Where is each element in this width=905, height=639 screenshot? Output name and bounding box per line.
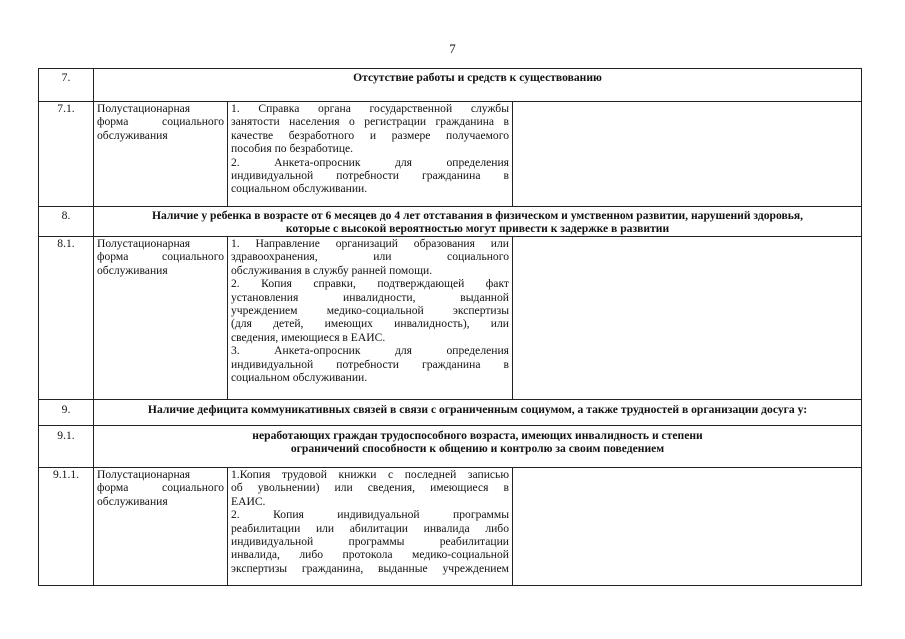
doc-line: здравоохранения, или социального: [231, 250, 509, 264]
row-number: 8.1.: [39, 237, 94, 400]
section-title-line: Отсутствие работы и средств к существованию: [353, 71, 602, 84]
doc-line: индивидуальной потребности гражданина в: [231, 357, 509, 371]
doc-line: индивидуальной потребности гражданина в: [231, 169, 509, 183]
section-row: [39, 400, 862, 426]
documents-cell: [228, 468, 513, 586]
form-line: Полустационарная: [97, 237, 191, 250]
section-row: [39, 426, 862, 468]
table-row: [39, 237, 862, 400]
doc-line: 2. Копия индивидуальной программы: [231, 508, 509, 522]
section-title-line: ограничений способности к общению и контролю за своим поведением: [290, 442, 665, 456]
section-title-line: Наличие у ребенка в возрасте от 6 месяцев до 4 лет отставания в физическом и умственном развитии, нарушений здоровья,: [151, 209, 804, 222]
row-number: 9.1.: [39, 426, 94, 468]
documents-cell: [228, 237, 513, 400]
section-title-line: неработающих граждан трудоспособного возраста, имеющих инвалидность и степени: [252, 429, 703, 442]
empty-cell: [513, 468, 862, 586]
doc-line: 1. Направление организаций образования или: [231, 237, 509, 250]
doc-line: обслуживания в службу ранней помощи.: [231, 263, 433, 277]
doc-line: (для детей, имеющих инвалидность), или: [231, 317, 509, 331]
service-form-cell: [94, 468, 228, 586]
row-number: 8.: [39, 207, 94, 237]
section-title: [94, 400, 862, 426]
form-line: форма социального: [97, 250, 224, 264]
doc-line: учреждением медико-социальной экспертизы: [231, 304, 509, 318]
doc-line: 1.Копия трудовой книжки с последней записью: [231, 468, 509, 481]
section-title: [94, 207, 862, 237]
section-title: [94, 69, 862, 102]
doc-line: социальном обслуживании.: [231, 371, 368, 385]
section-title-line: которые с высокой вероятностью могут привести к задержке в развитии: [285, 222, 670, 236]
doc-line: установления инвалидности, выданной: [231, 290, 509, 304]
form-line: обслуживания: [97, 494, 168, 508]
empty-cell: [513, 102, 862, 207]
row-number: 9.1.1.: [39, 468, 94, 586]
doc-line: качестве безработного и размере получаемого: [231, 128, 509, 142]
doc-line: индивидуальной программы реабилитации: [231, 535, 509, 549]
empty-cell: [513, 237, 862, 400]
form-line: обслуживания: [97, 128, 168, 142]
page-number: 7: [449, 41, 456, 56]
table-row: [39, 468, 862, 586]
doc-line: об увольнении) или сведения, имеющиеся в: [231, 481, 509, 495]
form-line: форма социального: [97, 115, 224, 129]
section-row: [39, 69, 862, 102]
section-title-line: Наличие дефицита коммуникативных связей в связи с ограниченным социумом, а также трудностей в организации досуга у:: [147, 403, 808, 416]
section-row: [39, 207, 862, 237]
table-row: [39, 102, 862, 207]
doc-line: сведения, имеющиеся в ЕАИС.: [231, 330, 386, 344]
form-line: форма социального: [97, 481, 224, 495]
form-line: Полустационарная: [97, 468, 191, 481]
form-line: Полустационарная: [97, 102, 191, 115]
doc-line: 2. Копия справки, подтверждающей факт: [231, 277, 509, 291]
doc-line: занятости населения о регистрации гражданина в: [231, 115, 509, 129]
section-title: [94, 426, 862, 468]
doc-line: пособия по безработице.: [231, 142, 354, 156]
form-line: обслуживания: [97, 263, 168, 277]
documents-cell: [228, 102, 513, 207]
doc-line: социальном обслуживании.: [231, 182, 368, 196]
doc-line: экспертизы гражданина, выданные учреждением: [231, 561, 509, 575]
doc-line: 1. Справка органа государственной службы: [231, 102, 509, 115]
doc-line: реабилитации или абилитации инвалида либо: [231, 521, 509, 535]
row-number: 9.: [39, 400, 94, 426]
doc-line: 2. Анкета-опросник для определения: [231, 155, 509, 169]
row-number: 7.1.: [39, 102, 94, 207]
doc-line: инвалида, либо протокола медико-социальной: [231, 548, 509, 562]
service-form-cell: [94, 237, 228, 400]
row-number: 7.: [39, 69, 94, 102]
doc-line: 3. Анкета-опросник для определения: [231, 344, 509, 358]
service-form-cell: [94, 102, 228, 207]
doc-line: ЕАИС.: [231, 494, 266, 508]
services-table: [38, 68, 862, 586]
